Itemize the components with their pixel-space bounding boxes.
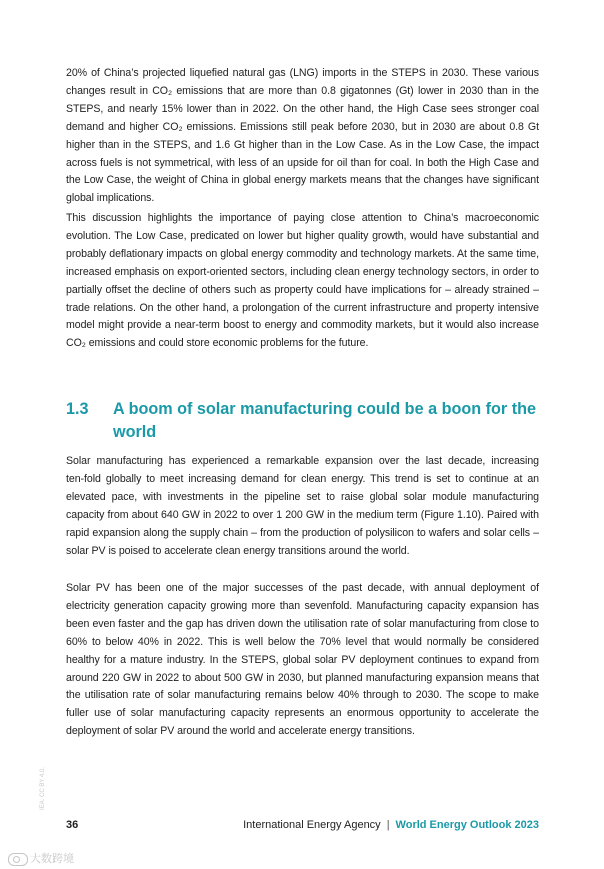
- footer-separator: |: [386, 819, 390, 831]
- footer-title: [243, 819, 539, 831]
- footer-report-title: World Energy Outlook 2023: [395, 819, 539, 831]
- watermark-text: 大数跨境: [30, 852, 74, 865]
- body-paragraph-4: Solar PV has been one of the major successes of the past decade, with annual deployment of electricity generation capacity growing more than sevenfold. Manufacturing capacity expansion has been even faster and the gap has driven down the utilisation rate of solar manufacturing from close to 60% to below 40% in 2022. This is well below the 70% level that would normally be considered healthy for a mature industry. In the STEPS, global solar PV deployment continues to expand from around 220 GW in 2022 to about 500 GW in 2030, but planned manufacturing expansion means that the utilisation rate of solar manufacturing remains below 40% through to 2030. The scope to make fuller use of solar manufacturing capacity represents an enormous opportunity to accelerate the deployment of solar PV around the world and accelerate energy transitions.: [66, 582, 539, 738]
- watermark-logo-icon: [8, 853, 28, 866]
- body-paragraph-2: This discussion highlights the importance of paying close attention to China’s macroeconomic evolution. The Low Case, predicated on lower but higher quality growth, would have substantial and probably deflationary impacts on global energy commodity and technology markets. At the same time, increased emphasis on export‑oriented sectors, including clean energy technology sectors, in order to partially offset the decline of others such as property could have implications for – already strained – trade relations. On the other hand, a prolongation of the current infrastructure and property intensive model might provide a near‑term boost to energy and commodity markets, but it would also increase CO₂ emissions and could store economic problems for the future.: [66, 212, 539, 350]
- section-title: A boom of solar manufacturing could be a boon for the world: [113, 400, 536, 441]
- footer-organization: International Energy Agency: [243, 819, 381, 831]
- license-note: IEA. CC BY 4.0.: [40, 767, 46, 810]
- section-number: 1.3: [66, 400, 89, 418]
- watermark: [8, 850, 74, 866]
- body-paragraph-3: Solar manufacturing has experienced a remarkable expansion over the last decade, increasing ten‑fold globally to meet increasing demand for clean energy. This trend is set to continue at an elevated pace, with investments in the pipeline set to raise global solar module manufacturing capacity from about 640 GW in 2022 to over 1 200 GW in the medium term (Figure 1.10). Paired with rapid expansion along the supply chain – from the production of polysilicon to wafers and solar cells – solar PV is poised to accelerate clean energy transitions around the world.: [66, 455, 539, 557]
- page-number: 36: [66, 819, 79, 831]
- body-paragraph-1: 20% of China’s projected liquefied natural gas (LNG) imports in the STEPS in 2030. These various changes result in CO₂ emissions that are more than 0.8 gigatonnes (Gt) lower in 2030 than in the STEPS, and nearly 15% lower than in 2022. On the other hand, the High Case sees stronger coal demand and higher CO₂ emissions. Emissions still peak before 2030, but in 2030 are about 0.8 Gt higher than in the STEPS, and 1.6 Gt higher than in the Low Case. As in the Low Case, the impact across fuels is not symmetrical, with less of an upside for oil than for coal. In both the High Case and the Low Case, the weight of China in global energy markets means that the changes have significant global implications.: [66, 67, 539, 205]
